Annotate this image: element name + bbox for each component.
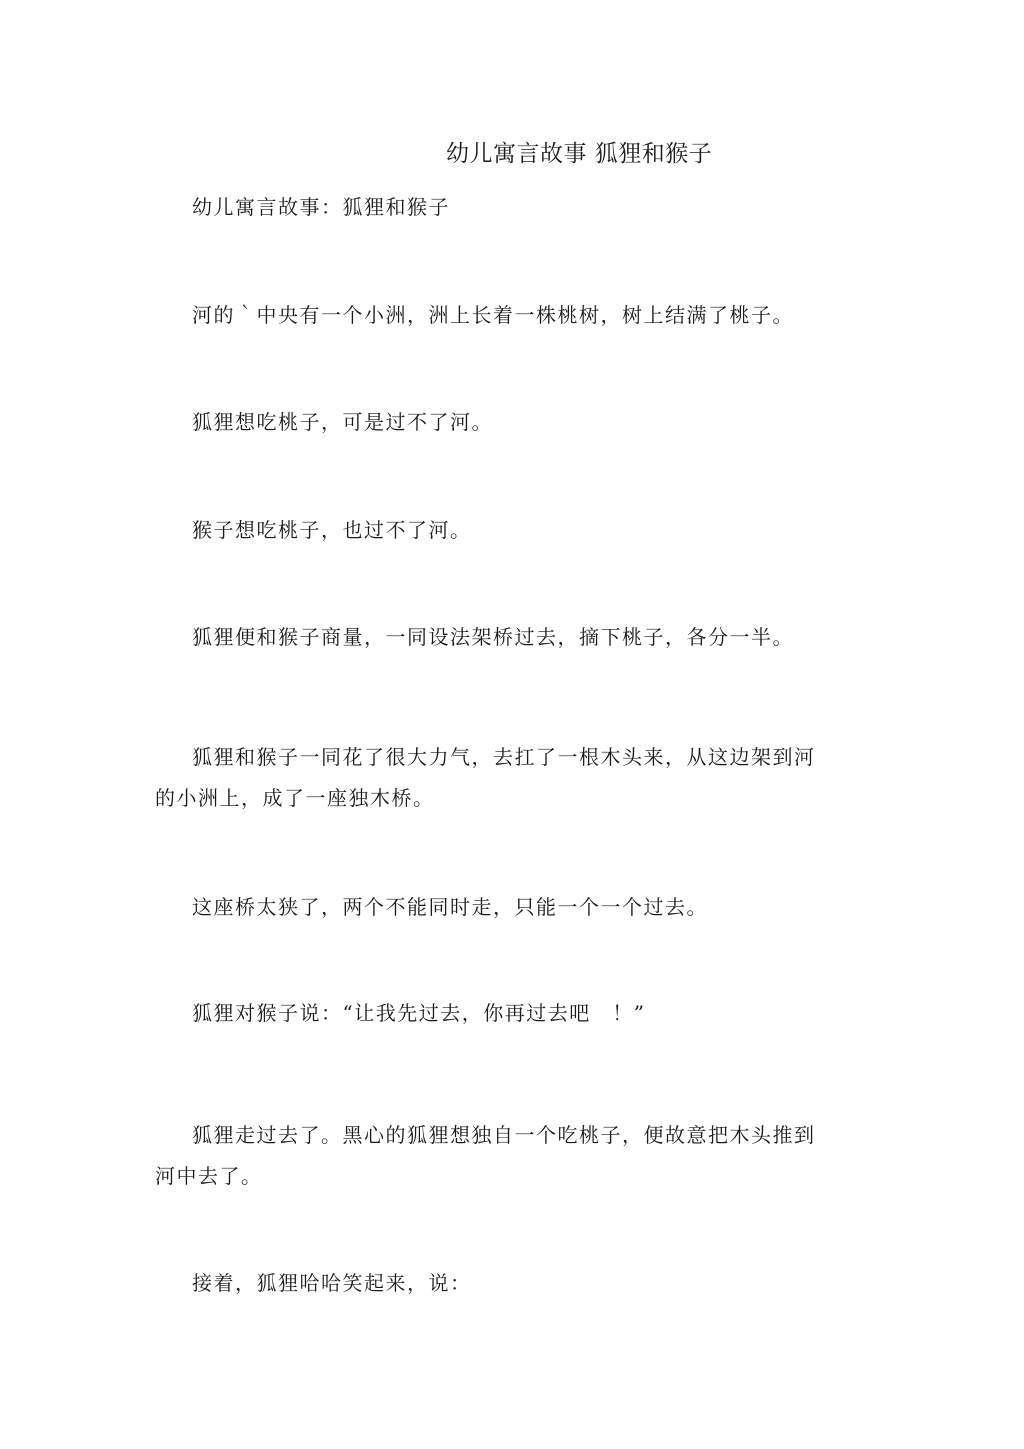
- paragraph-fox-speaks: 狐狸对猴子说：“让我先过去，你再过去吧 ！”: [192, 1001, 646, 1025]
- paragraph-monkey-wants: 猴子想吃桃子，也过不了河。: [192, 518, 472, 542]
- paragraph-peach-tree: 河的｀中央有一个小洲，洲上长着一株桃树，树上结满了桃子。: [192, 303, 794, 327]
- document-title: 幼儿寓言故事 狐狸和猴子: [446, 141, 713, 167]
- paragraph-plan: 狐狸便和猴子商量，一同设法架桥过去，摘下桃子，各分一半。: [192, 625, 794, 649]
- paragraph-fox-trick: 狐狸走过去了。黑心的狐狸想独自一个吃桃子，便故意把木头推到河中去了。: [155, 1123, 816, 1188]
- paragraph-narrow-bridge: 这座桥太狭了，两个不能同时走，只能一个一个过去。: [192, 895, 708, 919]
- paragraph-bridge: 狐狸和猴子一同花了很大力气，去扛了一根木头来，从这边架到河的小洲上，成了一座独木桥。: [155, 745, 816, 810]
- paragraph-subtitle: 幼儿寓言故事：狐狸和猴子: [192, 195, 450, 219]
- paragraph-fox-wants: 狐狸想吃桃子，可是过不了河。: [192, 410, 493, 434]
- paragraph-fox-laughs: 接着，狐狸哈哈笑起来，说：: [192, 1271, 472, 1295]
